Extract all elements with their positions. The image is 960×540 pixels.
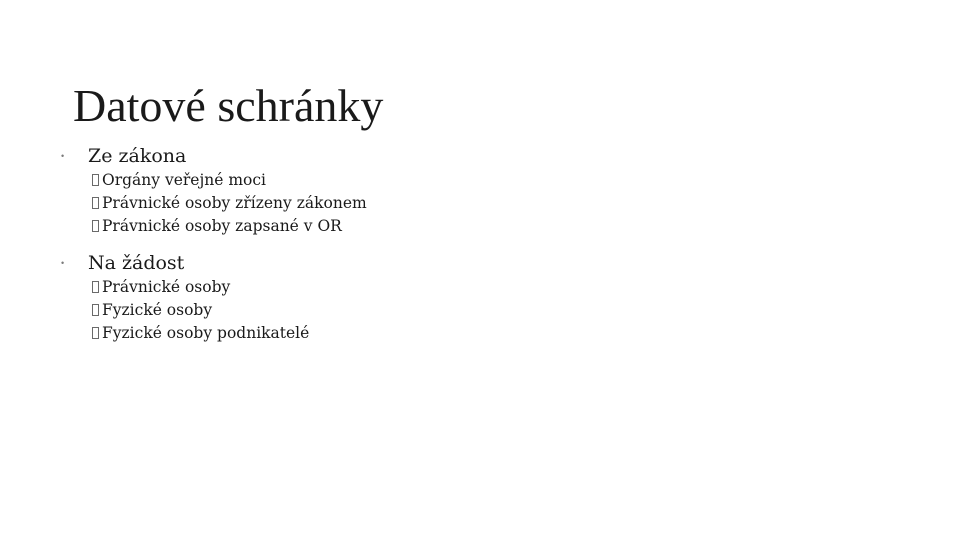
sub-list-item (92, 191, 758, 214)
sub-list (92, 168, 758, 238)
sub-list-item-text: Fyzické osoby (102, 300, 213, 319)
sub-list-item-text: Fyzické osoby podnikatelé (102, 324, 310, 343)
sub-list-item (92, 322, 758, 345)
bullet-section-na-zadost (58, 251, 758, 345)
sub-list-item-text: Právnické osoby (102, 277, 231, 296)
sub-list-item (92, 298, 758, 321)
missing-glyph-box-icon (92, 304, 99, 316)
sub-list-item (92, 168, 758, 191)
missing-glyph-box-icon (92, 220, 99, 232)
bullet-heading: Na žádost (88, 252, 185, 274)
missing-glyph-box-icon (92, 281, 99, 293)
sub-list-item-text: Orgány veřejné moci (102, 170, 267, 189)
sub-list-item (92, 275, 758, 298)
sub-list-item (92, 215, 758, 238)
sub-list-item-text: Právnické osoby zřízeny zákonem (102, 193, 367, 212)
missing-glyph-box-icon (92, 197, 99, 209)
slide-title: Datové schránky (73, 80, 384, 131)
bullet-dot-icon: • (61, 258, 65, 268)
bullet-dot-icon: • (61, 151, 65, 161)
bullet-item (58, 251, 758, 275)
missing-glyph-box-icon (92, 327, 99, 339)
bullet-section-ze-zakona (58, 144, 758, 238)
bullet-heading: Ze zákona (88, 145, 187, 167)
missing-glyph-box-icon (92, 174, 99, 186)
sub-list (92, 275, 758, 345)
sub-list-item-text: Právnické osoby zapsané v OR (102, 217, 342, 236)
bullet-item (58, 144, 758, 168)
